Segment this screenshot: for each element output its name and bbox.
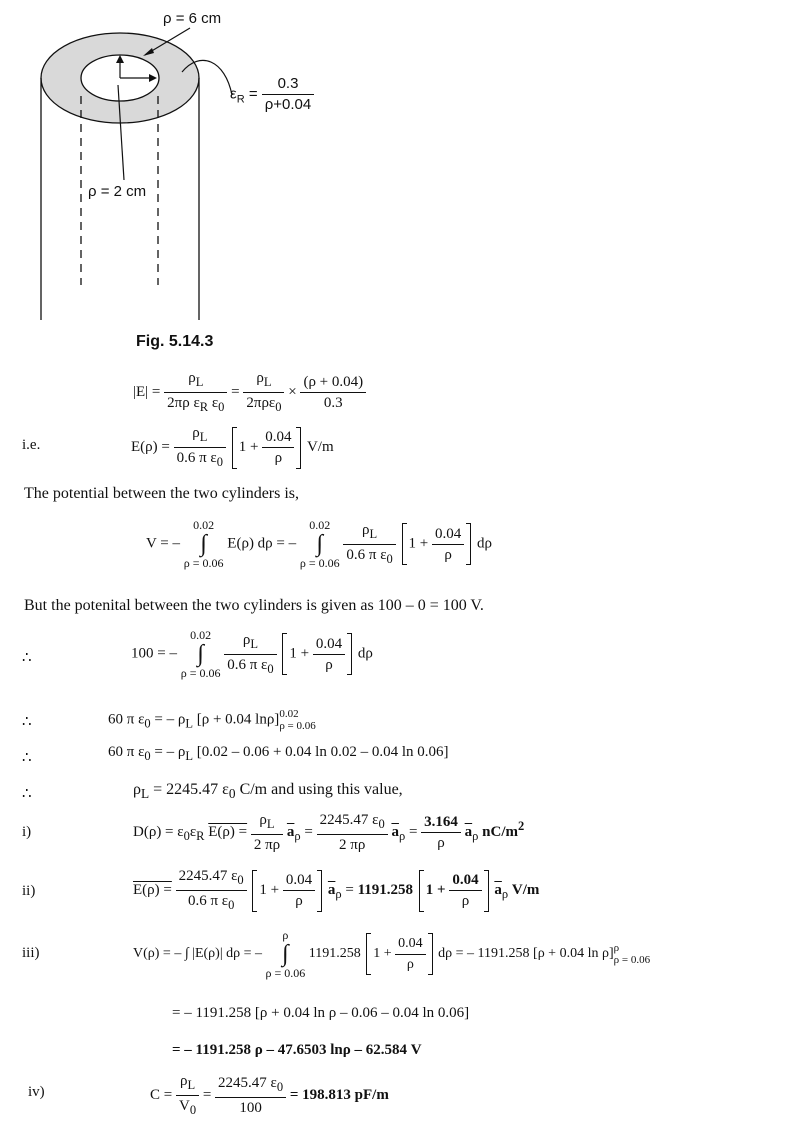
equation-e-vector: E(ρ) = $\frac{2245.47 \varepsilon_0}{0.6 \pi \varepsilon_0}$ 1 + $\frac{0.04}{\rho}$ $\overline{a}_\rho = 1191.258$ 1 + $\frac{0.04}{\rho}$ $\overline{a}_\rho$ V/m — [133, 868, 540, 912]
cylinder-figure — [0, 0, 804, 340]
equation-v-integral: V = – 0.02 ∫ ρ = 0.06 E(ρ) dρ = – 0.02 ∫ ρ = 0.06 $\frac{\rho_L}{0.6 \pi \varepsilon_0}$ 1 + $\frac{0.04}{\rho}$ dρ — [146, 518, 492, 570]
eq6-label: ∴ — [22, 750, 32, 766]
equation-v-expanded: = – 1191.258 [ρ + 0.04 ln ρ – 0.06 – 0.04 ln 0.06] — [172, 1005, 470, 1021]
eq7-label: ∴ — [22, 786, 32, 802]
eq8-label: i) — [22, 824, 32, 840]
equation-e-rho: E(ρ) = $\frac{\rho_L}{0.6 \pi \varepsilon_0}$ 1 + $\frac{0.04}{\rho}$ V/m — [131, 425, 334, 469]
text-potential-given: But the potenital between the two cylinders is given as 100 – 0 = 100 V. — [24, 597, 484, 614]
equation-100-integral: 100 = – 0.02 ∫ ρ = 0.06 $\frac{\rho_L}{0.6 \pi \varepsilon_0}$ 1 + $\frac{0.04}{\rho}$ dρ — [131, 628, 373, 680]
figure-caption: Fig. 5.14.3 — [136, 333, 214, 350]
equation-d-rho: $D(\rho) = \varepsilon_0\varepsilon_R$ E(ρ) = $\frac{\rho_L}{2 \pi\rho}$ $\overline{a}_\rho$ = $\frac{2245.47 \varepsilon_0}{2 \pi\rho}$ $\overline{a}_\rho$ = $\frac{3.164}{\rho}$ $\overline{a}_\rho$ $nC/m^2$ — [133, 812, 525, 853]
equation-60pi-numeric: 60 π $\varepsilon_0$ = – $\rho_L$ [0.02 – 0.06 + 0.04 ln 0.02 – 0.04 ln 0.06] — [108, 744, 449, 763]
rho-outer-label: ρ = 6 cm — [163, 10, 222, 27]
eq2-label: i.e. — [22, 437, 41, 453]
equation-60pi-log: 60 π $\varepsilon_0$ = – $\rho_L$ [ρ + 0.04 lnρ] 0.02 ρ = 0.06 — [108, 708, 316, 732]
equation-capacitance: C = $\frac{\rho_L}{V_0}$ = $\frac{2245.47 \varepsilon_0}{100}$ = 198.813 pF/m — [150, 1073, 389, 1117]
rho-inner-label: ρ = 2 cm — [88, 183, 147, 200]
eq10-label: iii) — [22, 945, 40, 961]
eq13-label: iv) — [28, 1084, 45, 1100]
eq9-label: ii) — [22, 883, 36, 899]
equation-rho-l-value: $\rho_L = 2245.47$ $\varepsilon_0$ C/m and using this value, — [133, 781, 403, 802]
equation-e-magnitude: |E| = $\frac{\rho_L}{2\pi\rho \varepsilon_R \varepsilon_0}$ = $\frac{\rho_L}{2\pi\rho\varepsilon_0}$ × $\frac{(\rho + 0.04)}{0.3}$ — [133, 368, 366, 417]
equation-v-rho: V(ρ) = – ∫ |E(ρ)| dρ = – ρ ∫ ρ = 0.06 1191.258 1 + $\frac{0.04}{\rho}$ dρ = – 1191.258 [ρ + 0.04 ln ρ] ρ ρ = 0.06 — [133, 928, 651, 980]
eq5-label: ∴ — [22, 714, 32, 730]
equation-v-final: = – 1191.258 ρ – 47.6503 lnρ – 62.584 V — [172, 1042, 422, 1058]
eq4-label: ∴ — [22, 650, 32, 666]
eps-r-label: $\varepsilon_R$ = $\frac{0.3}{\rho+0.04}$ — [230, 74, 314, 115]
text-potential-between: The potential between the two cylinders is, — [24, 485, 300, 502]
